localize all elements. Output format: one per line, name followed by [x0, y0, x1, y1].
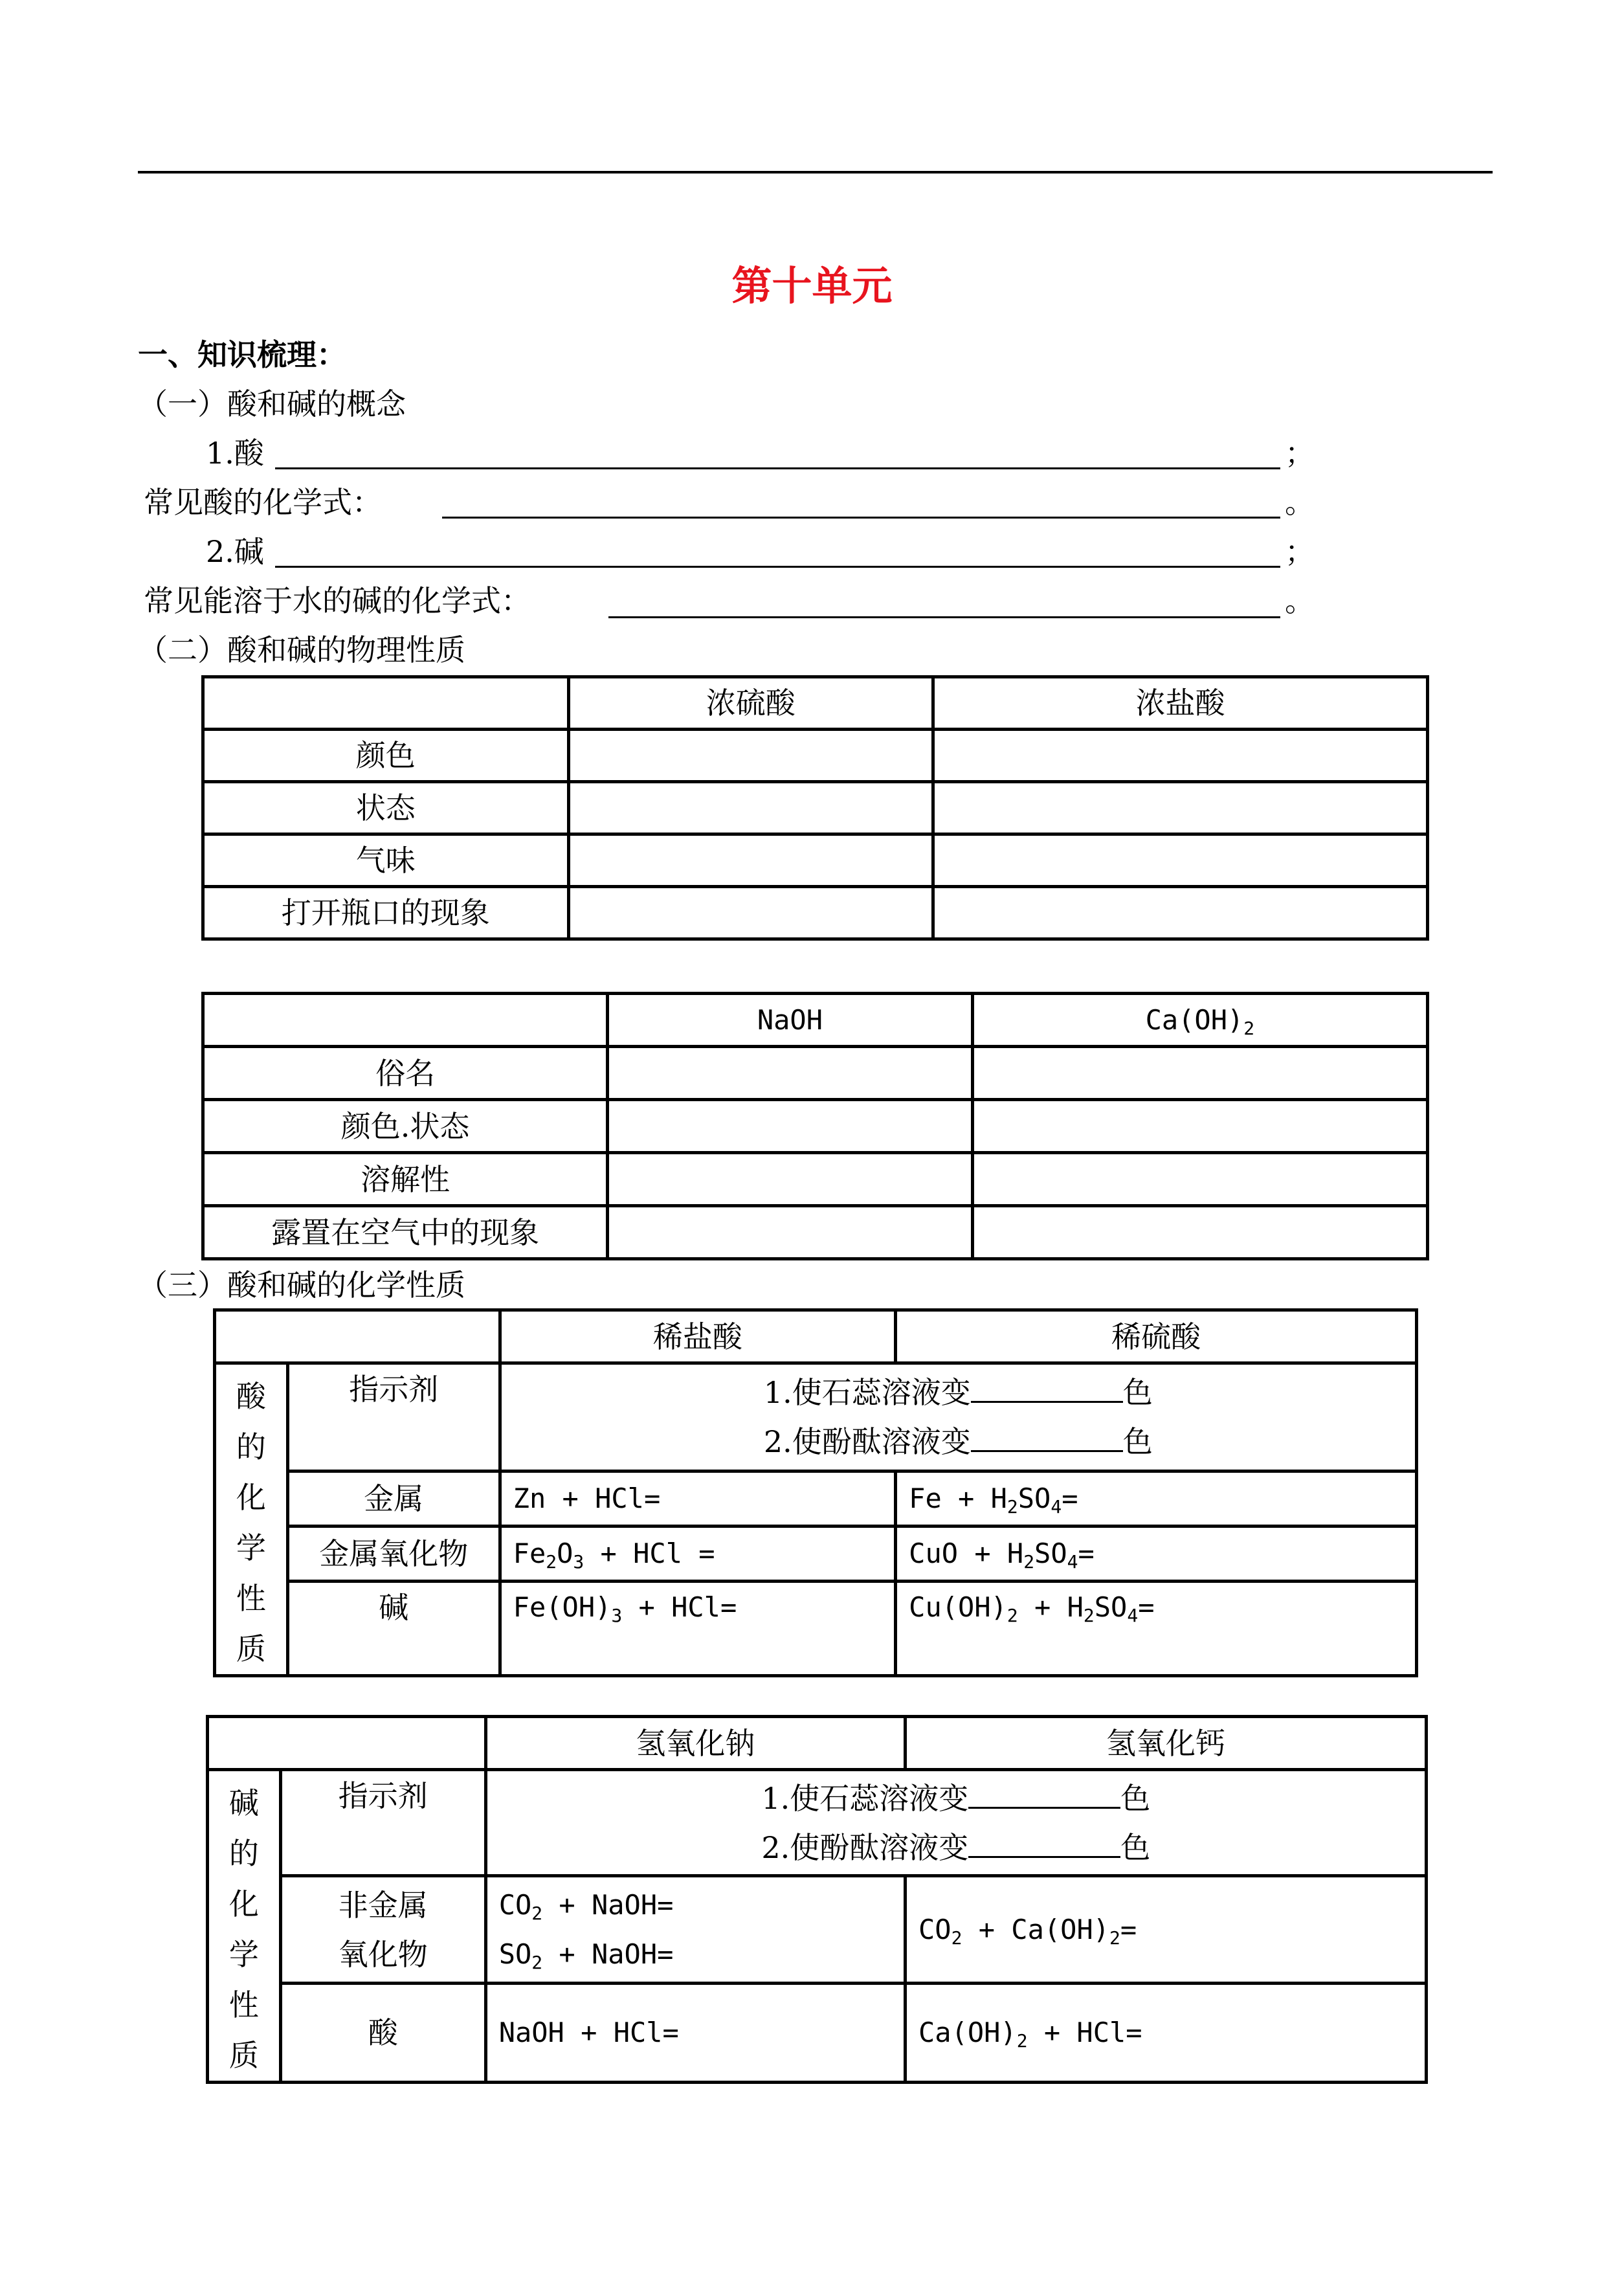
- acid-formula-end: 。: [1285, 485, 1315, 520]
- row-label: 露置在空气中的现象: [203, 1206, 608, 1259]
- base-chemical-table: [206, 1715, 1428, 2084]
- base-label: 2.碱: [206, 534, 264, 569]
- row-label: 状态: [203, 782, 569, 834]
- base-definition-blank[interactable]: [275, 566, 1280, 568]
- base-formula-label: 常见能溶于水的碱的化学式：: [144, 583, 531, 618]
- row-label: 金属: [287, 1471, 500, 1526]
- row-label: 颜色.状态: [203, 1100, 608, 1153]
- row-label: 碱: [287, 1582, 500, 1676]
- row-label: 气味: [203, 834, 569, 887]
- col-header: $Ca(OH)_2$: [972, 994, 1427, 1047]
- answer-cell[interactable]: [568, 834, 933, 887]
- col-header: 稀硫酸: [896, 1310, 1417, 1363]
- col-header: 氢氧化钙: [906, 1717, 1427, 1770]
- equation-cell[interactable]: NaOH + HCl=: [485, 1984, 905, 2083]
- answer-cell[interactable]: [933, 730, 1428, 782]
- row-label: 酸: [280, 1984, 485, 2083]
- answer-cell[interactable]: [608, 1153, 973, 1206]
- row-label: 非金属 氧化物: [280, 1876, 485, 1984]
- table-corner-cell: [208, 1717, 486, 1770]
- equation-cell[interactable]: $Fe + H_2SO_4=$: [896, 1471, 1417, 1526]
- chemical-heading: （三）酸和碱的化学性质: [138, 1268, 465, 1303]
- answer-cell[interactable]: [933, 887, 1428, 939]
- answer-cell[interactable]: [933, 782, 1428, 834]
- col-header: 稀盐酸: [500, 1310, 896, 1363]
- row-label: 指示剂: [287, 1363, 500, 1471]
- section-heading: 一、知识梳理：: [138, 337, 346, 372]
- acid-label: 1.酸: [206, 436, 264, 471]
- equation-cell[interactable]: $Cu(OH)_2 + H_2SO_4=$: [896, 1582, 1417, 1676]
- answer-cell[interactable]: [972, 1206, 1427, 1259]
- row-label: 金属氧化物: [287, 1526, 500, 1581]
- table-corner-cell: [203, 677, 569, 730]
- equation-cell[interactable]: $Ca(OH)_2 + HCl=$: [906, 1984, 1427, 2083]
- row-label: 溶解性: [203, 1153, 608, 1206]
- answer-cell[interactable]: [972, 1153, 1427, 1206]
- col-header: NaOH: [608, 994, 973, 1047]
- row-label: 颜色: [203, 730, 569, 782]
- acid-definition-blank[interactable]: [275, 467, 1280, 469]
- answer-cell[interactable]: [972, 1047, 1427, 1100]
- col-header: 浓硫酸: [568, 677, 933, 730]
- answer-cell[interactable]: [608, 1047, 973, 1100]
- physical-heading: （二）酸和碱的物理性质: [138, 632, 465, 667]
- answer-cell[interactable]: [568, 782, 933, 834]
- equation-cell[interactable]: Zn + HCl=: [500, 1471, 896, 1526]
- col-header: 氢氧化钠: [485, 1717, 905, 1770]
- page-title: 第十单元: [731, 262, 893, 309]
- base-end: ；: [1285, 534, 1315, 569]
- equation-cell[interactable]: $CO_2$ + NaOH= $SO_2$ + NaOH=: [485, 1876, 905, 1984]
- answer-cell[interactable]: [972, 1100, 1427, 1153]
- equation-cell[interactable]: $Fe(OH)_3 + HCl=$: [500, 1582, 896, 1676]
- col-header: 浓盐酸: [933, 677, 1428, 730]
- table-corner-cell: [215, 1310, 500, 1363]
- acid-physical-table: [201, 675, 1429, 941]
- answer-cell[interactable]: [568, 730, 933, 782]
- base-formula-blank[interactable]: [608, 616, 1280, 618]
- base-physical-table: [201, 992, 1429, 1260]
- table-corner-cell: [203, 994, 608, 1047]
- equation-cell[interactable]: $Fe_2O_3$ + HCl =: [500, 1526, 896, 1581]
- answer-cell[interactable]: [608, 1206, 973, 1259]
- answer-cell[interactable]: [608, 1100, 973, 1153]
- row-label: 俗名: [203, 1047, 608, 1100]
- acid-formula-blank[interactable]: [442, 517, 1280, 519]
- equation-cell[interactable]: $CO_2 + Ca(OH)_2=$: [906, 1876, 1427, 1984]
- equation-cell[interactable]: CuO + $H_2SO_4=$: [896, 1526, 1417, 1581]
- acid-formula-label: 常见酸的化学式：: [144, 485, 382, 520]
- indicator-cell: 1.使石蕊溶液变 色 2.使酚酞溶液变 色: [485, 1770, 1426, 1876]
- acid-chemical-table: [213, 1308, 1418, 1677]
- header-rule: [138, 171, 1493, 173]
- color-blank[interactable]: [968, 1781, 1120, 1809]
- color-blank[interactable]: [971, 1424, 1123, 1452]
- color-blank[interactable]: [968, 1830, 1120, 1858]
- base-formula-end: 。: [1285, 583, 1315, 618]
- answer-cell[interactable]: [933, 834, 1428, 887]
- base-side-label: 碱 的 化 学 性 质: [208, 1770, 281, 2083]
- answer-cell[interactable]: [568, 887, 933, 939]
- acid-side-label: 酸 的 化 学 性 质: [215, 1363, 288, 1676]
- color-blank[interactable]: [971, 1375, 1123, 1403]
- row-label: 打开瓶口的现象: [203, 887, 569, 939]
- row-label: 指示剂: [280, 1770, 485, 1876]
- indicator-cell: 1.使石蕊溶液变 色 2.使酚酞溶液变 色: [500, 1363, 1416, 1471]
- concept-heading: （一）酸和碱的概念: [138, 386, 406, 421]
- acid-end: ；: [1285, 436, 1315, 471]
